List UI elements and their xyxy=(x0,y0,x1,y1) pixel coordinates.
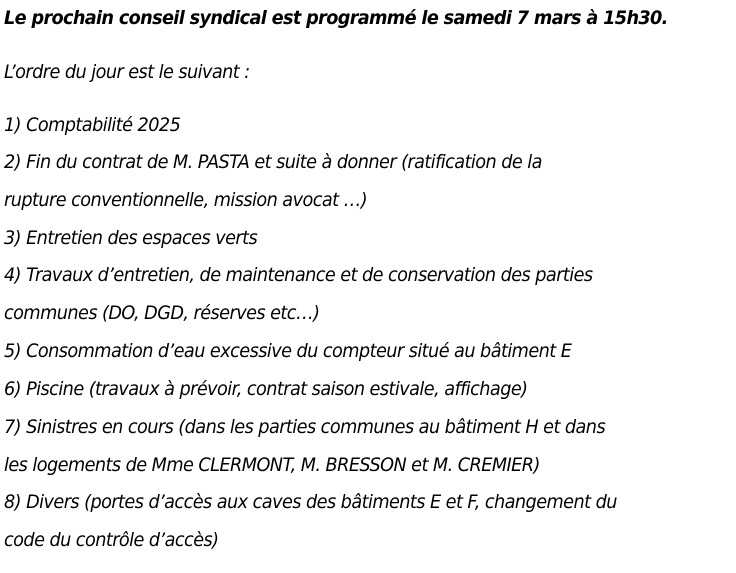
meeting-announcement: Le prochain conseil syndical est programmé le samedi 7 mars à 15h30. xyxy=(4,7,668,29)
agenda-intro: L’ordre du jour est le suivant : xyxy=(4,61,250,83)
agenda-item-1: 1) Comptabilité 2025 xyxy=(4,114,181,136)
agenda-item-7-continued: les logements de Mme CLERMONT, M. BRESSON et M. CREMIER) xyxy=(4,454,540,476)
agenda-item-2-continued: rupture conventionnelle, mission avocat …) xyxy=(4,189,368,211)
agenda-item-4: 4) Travaux d’entretien, de maintenance et de conservation des parties xyxy=(4,264,593,286)
agenda-item-5: 5) Consommation d’eau excessive du compteur situé au bâtiment E xyxy=(4,340,572,362)
agenda-item-2: 2) Fin du contrat de M. PASTA et suite à donner (ratification de la xyxy=(4,151,542,173)
agenda-item-8-continued: code du contrôle d’accès) xyxy=(4,529,219,551)
agenda-item-3: 3) Entretien des espaces verts xyxy=(4,227,258,249)
agenda-item-7: 7) Sinistres en cours (dans les parties communes au bâtiment H et dans xyxy=(4,416,606,438)
agenda-item-4-continued: communes (DO, DGD, réserves etc…) xyxy=(4,302,320,324)
agenda-item-6: 6) Piscine (travaux à prévoir, contrat saison estivale, affichage) xyxy=(4,378,528,400)
agenda-item-8: 8) Divers (portes d’accès aux caves des bâtiments E et F, changement du xyxy=(4,491,617,513)
